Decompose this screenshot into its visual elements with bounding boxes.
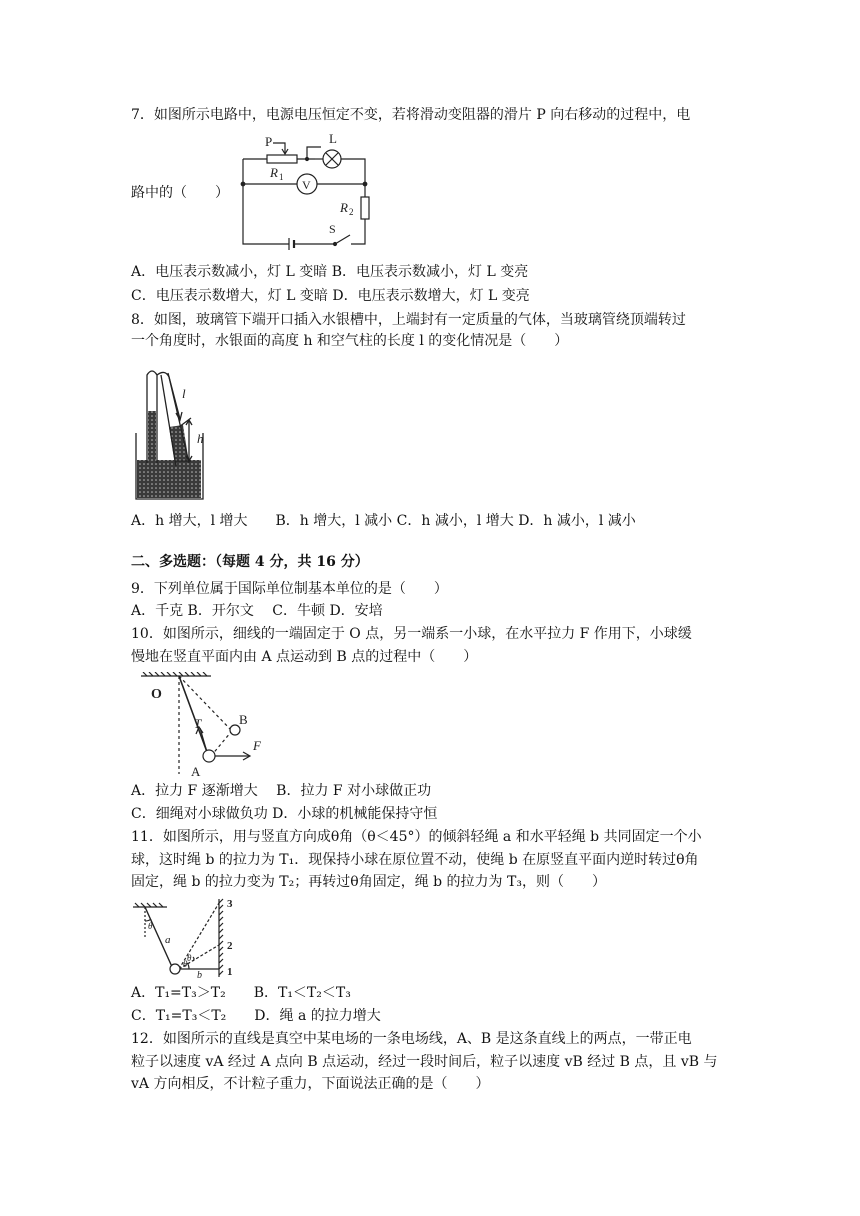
q7-label-r1-sub: 1 — [279, 172, 284, 182]
q12-stem-line3: vA 方向相反，不计粒子重力，下面说法正确的是（ ） — [131, 1076, 490, 1092]
q7-stem-line1: 7．如图所示电路中，电源电压恒定不变，若将滑动变阻器的滑片 P 向右移动的过程中，电 — [131, 107, 691, 123]
q11-label-3: 3 — [227, 898, 233, 910]
q11-label-theta-mid: θ — [187, 953, 192, 963]
q10-label-t: T — [194, 716, 202, 731]
q10-label-b: B — [239, 712, 248, 727]
q11-label-b: b — [197, 970, 202, 979]
q7-label-v: V — [302, 178, 311, 192]
q8-label-l: l — [182, 386, 186, 401]
q11-label-theta-low: θ — [183, 959, 188, 969]
q11-stem-line3: 固定，绳 b 的拉力变为 T₂；再转过θ角固定，绳 b 的拉力为 T₃，则（ ） — [131, 874, 606, 890]
q8-stem-line1: 8．如图，玻璃管下端开口插入水银槽中，上端封有一定质量的气体，当玻璃管绕顶端转过 — [131, 312, 686, 328]
q7-label-r1: R — [270, 165, 278, 180]
q7-label-l: L — [329, 131, 337, 146]
q9-stem: 9．下列单位属于国际单位制基本单位的是（ ） — [131, 581, 448, 597]
q8-label-h: h — [197, 431, 204, 446]
q10-options-line1: A．拉力 F 逐渐增大 B．拉力 F 对小球做正功 — [131, 783, 432, 799]
q10-label-o: O — [151, 687, 162, 702]
q7-options-line2: C．电压表示数增大，灯 L 变暗 D．电压表示数增大，灯 L 变亮 — [131, 288, 530, 304]
q10-label-f: F — [253, 738, 261, 753]
q11-stem-line1: 11．如图所示，用与竖直方向成θ角（θ＜45°）的倾斜轻绳 a 和水平轻绳 b 共同固定一个小 — [131, 829, 702, 845]
q10-stem-line2: 慢地在竖直平面内由 A 点运动到 B 点的过程中（ ） — [131, 649, 478, 665]
q7-label-s: S — [329, 222, 336, 236]
q7-label-r2-sub: 2 — [349, 207, 354, 217]
q12-stem-line2: 粒子以速度 vA 经过 A 点向 B 点运动，经过一段时间后，粒子以速度 vB 经过 B 点，且 vB 与 — [131, 1054, 718, 1070]
q10-stem-line1: 10．如图所示，细线的一端固定于 O 点，另一端系一小球，在水平拉力 F 作用下，小球缓 — [131, 626, 692, 642]
q11-options-line2: C．T₁=T₃＜T₂ D．绳 a 的拉力增大 — [131, 1008, 381, 1024]
q9-options: A．千克 B．开尔文 C．牛顿 D．安培 — [131, 603, 383, 619]
q10-label-a: A — [191, 764, 201, 779]
q10-pendulum-figure — [131, 672, 271, 780]
q7-stem-line2: 路中的（ ） — [131, 185, 229, 201]
q11-stem-line2: 球，这时绳 b 的拉力为 T₁．现保持小球在原位置不动，使绳 b 在原竖直平面内逆时转过θ角 — [131, 852, 699, 868]
q7-options-line1: A．电压表示数减小，灯 L 变暗 B．电压表示数减小，灯 L 变亮 — [131, 264, 529, 280]
q11-label-a: a — [165, 934, 171, 946]
q8-options: A．h 增大，l 增大 B．h 增大，l 减小 C．h 减小，l 增大 D．h 减小，l 减小 — [131, 513, 636, 529]
q11-label-1: 1 — [227, 966, 233, 978]
q7-label-r2: R — [340, 200, 348, 215]
q8-stem-line2: 一个角度时，水银面的高度 h 和空气柱的长度 l 的变化情况是（ ） — [131, 333, 569, 349]
q11-ropes-figure — [131, 897, 241, 979]
q11-label-theta-top: θ — [148, 921, 153, 931]
q7-label-p: P — [265, 134, 273, 149]
q10-options-line2: C．细绳对小球做负功 D．小球的机械能保持守恒 — [131, 806, 438, 822]
q11-options-line1: A．T₁=T₃＞T₂ B．T₁＜T₂＜T₃ — [131, 985, 351, 1001]
q7-circuit-figure — [237, 129, 372, 251]
q8-tube-figure — [131, 363, 211, 501]
section-multiple-choice-heading: 二、多选题：（每题 4 分，共 16 分） — [131, 554, 369, 570]
q12-stem-line1: 12．如图所示的直线是真空中某电场的一条电场线，A、B 是这条直线上的两点，一带正电 — [131, 1031, 692, 1047]
q11-label-2: 2 — [227, 940, 233, 952]
